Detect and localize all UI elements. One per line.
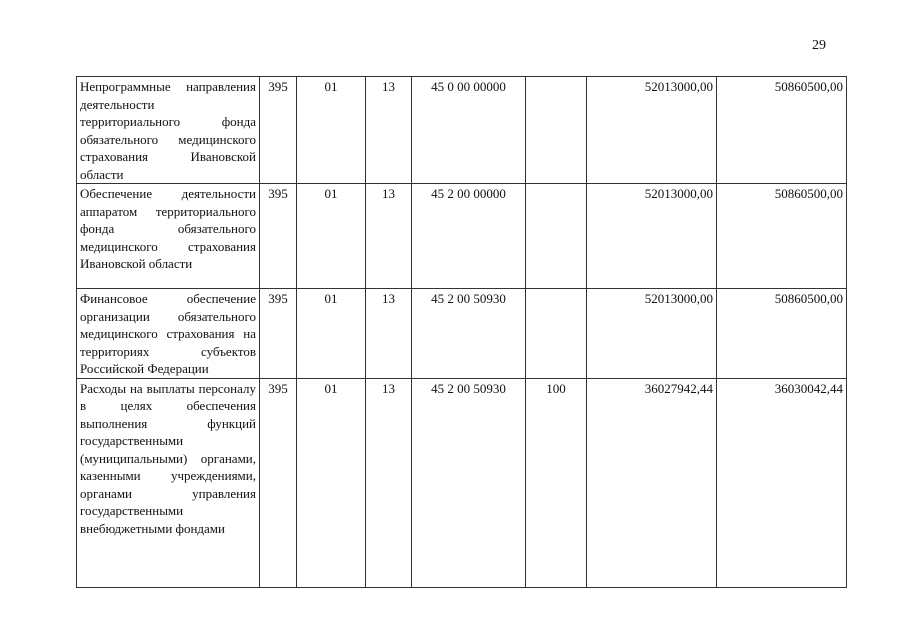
admin-code-cell: 395 bbox=[260, 184, 297, 289]
page-number: 29 bbox=[812, 38, 826, 53]
sum-year2-cell: 36030042,44 bbox=[717, 378, 847, 587]
sum-year1-cell: 52013000,00 bbox=[587, 77, 717, 184]
admin-code-cell: 395 bbox=[260, 378, 297, 587]
target-article-cell: 45 2 00 00000 bbox=[412, 184, 526, 289]
admin-code-cell: 395 bbox=[260, 289, 297, 379]
section-code-cell: 01 bbox=[297, 289, 366, 379]
admin-code-cell: 395 bbox=[260, 77, 297, 184]
sum-year2-cell: 50860500,00 bbox=[717, 184, 847, 289]
subsection-code-cell: 13 bbox=[366, 378, 412, 587]
target-article-cell: 45 2 00 50930 bbox=[412, 289, 526, 379]
section-code-cell: 01 bbox=[297, 77, 366, 184]
row-name-cell: Непрограммные направления деятельности территориального фонда обязательного медицинского страхования Ивановской области bbox=[77, 77, 260, 184]
target-article-cell: 45 0 00 00000 bbox=[412, 77, 526, 184]
target-article-cell: 45 2 00 50930 bbox=[412, 378, 526, 587]
row-name-cell: Обеспечение деятельности аппаратом территориального фонда обязательного медицинского страхования Ивановской области bbox=[77, 184, 260, 289]
subsection-code-cell: 13 bbox=[366, 289, 412, 379]
sum-year1-cell: 36027942,44 bbox=[587, 378, 717, 587]
expense-type-cell bbox=[526, 184, 587, 289]
expense-type-cell bbox=[526, 289, 587, 379]
sum-year1-cell: 52013000,00 bbox=[587, 184, 717, 289]
table-row bbox=[77, 289, 847, 379]
row-name-cell: Расходы на выплаты персоналу в целях обеспечения выполнения функций государственными (муниципальными) органами, казенными учреждениями, органами управления государственными внебюджетными фондами bbox=[77, 378, 260, 587]
section-code-cell: 01 bbox=[297, 378, 366, 587]
subsection-code-cell: 13 bbox=[366, 184, 412, 289]
table-row bbox=[77, 184, 847, 289]
table-row bbox=[77, 77, 847, 184]
expense-type-cell: 100 bbox=[526, 378, 587, 587]
table-row bbox=[77, 378, 847, 587]
sum-year2-cell: 50860500,00 bbox=[717, 289, 847, 379]
section-code-cell: 01 bbox=[297, 184, 366, 289]
sum-year2-cell: 50860500,00 bbox=[717, 77, 847, 184]
budget-table bbox=[76, 76, 847, 588]
subsection-code-cell: 13 bbox=[366, 77, 412, 184]
sum-year1-cell: 52013000,00 bbox=[587, 289, 717, 379]
row-name-cell: Финансовое обеспечение организации обязательного медицинского страхования на территориях субъектов Российской Федерации bbox=[77, 289, 260, 379]
expense-type-cell bbox=[526, 77, 587, 184]
